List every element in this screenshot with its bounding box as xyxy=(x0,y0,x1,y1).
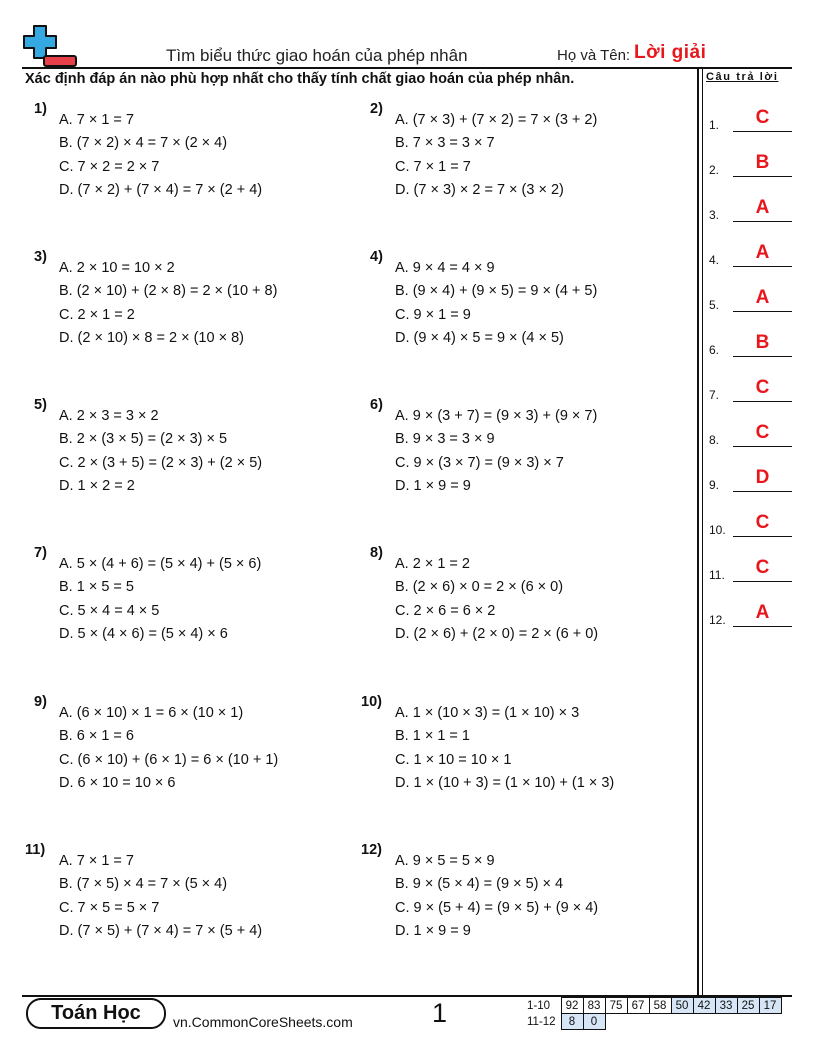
score-range-label: 1-10 xyxy=(527,999,551,1012)
choice-b: B. 1 × 1 = 1 xyxy=(395,728,470,745)
problem-number: 1) xyxy=(34,101,47,117)
choice-list xyxy=(395,257,597,350)
answer-number: 6. xyxy=(709,343,720,357)
score-cell: 50 xyxy=(671,998,693,1014)
answer-row xyxy=(709,149,793,177)
answer-value: C xyxy=(755,512,770,533)
worksheet-title: Tìm biểu thức giao hoán của phép nhân xyxy=(166,46,468,65)
answer-number: 11. xyxy=(709,568,725,582)
column-divider-inner xyxy=(702,68,703,996)
problem-number: 4) xyxy=(370,249,383,265)
site-url[interactable]: vn.CommonCoreSheets.com xyxy=(173,1014,353,1030)
choice-list xyxy=(395,850,598,943)
answer-number: 7. xyxy=(709,388,720,402)
problem-number: 10) xyxy=(361,694,382,710)
choice-a: A. 9 × (3 + 7) = (9 × 3) + (9 × 7) xyxy=(395,408,598,424)
choice-list xyxy=(59,850,262,943)
problem-number: 7) xyxy=(34,545,47,561)
answer-blank-line xyxy=(733,356,792,357)
choice-c: C. (6 × 10) + (6 × 1) = 6 × (10 + 1) xyxy=(59,751,279,768)
score-range-label: 11-12 xyxy=(527,1015,556,1028)
score-cell: 67 xyxy=(627,998,649,1014)
score-row xyxy=(527,998,781,1014)
answer-number: 12. xyxy=(709,613,726,627)
answer-blank-line xyxy=(733,311,792,312)
choice-c: C. 2 × 6 = 6 × 2 xyxy=(395,602,496,619)
choice-c: C. 9 × (3 × 7) = (9 × 3) × 7 xyxy=(395,454,564,471)
choice-a: A. (6 × 10) × 1 = 6 × (10 × 1) xyxy=(59,705,244,721)
answer-number: 4. xyxy=(709,253,720,267)
answer-row xyxy=(709,509,793,537)
choice-d: D. 1 × 9 = 9 xyxy=(395,477,471,494)
choice-b: B. 1 × 5 = 5 xyxy=(59,579,134,596)
answer-row xyxy=(709,284,793,312)
answer-value: C xyxy=(755,422,770,443)
choice-c: C. 1 × 10 = 10 × 1 xyxy=(395,751,512,768)
choice-a: A. 7 × 1 = 7 xyxy=(59,853,134,869)
choice-c: C. 9 × (5 + 4) = (9 × 5) + (9 × 4) xyxy=(395,899,599,916)
choice-list xyxy=(59,702,278,795)
choice-b: B. (2 × 6) × 0 = 2 × (6 × 0) xyxy=(395,579,564,596)
answer-value: A xyxy=(755,197,770,218)
score-cell: 0 xyxy=(583,1014,605,1030)
choice-a: A. 2 × 10 = 10 × 2 xyxy=(59,260,175,276)
answer-row xyxy=(709,554,793,582)
choice-a: A. 5 × (4 + 6) = (5 × 4) + (5 × 6) xyxy=(59,556,262,572)
answer-number: 9. xyxy=(709,478,720,492)
choice-a: A. 2 × 1 = 2 xyxy=(395,556,470,572)
answer-number: 1. xyxy=(709,118,720,132)
score-table xyxy=(527,997,782,1030)
answer-blank-line xyxy=(733,626,792,627)
plus-minus-logo-icon xyxy=(22,24,78,68)
choice-list xyxy=(395,702,614,795)
choice-a: A. 9 × 5 = 5 × 9 xyxy=(395,853,495,869)
answer-value: D xyxy=(755,467,770,488)
choice-b: B. 7 × 3 = 3 × 7 xyxy=(395,135,495,152)
name-value: Lời giải xyxy=(634,42,707,63)
score-cell: 75 xyxy=(605,998,627,1014)
choice-d: D. 6 × 10 = 10 × 6 xyxy=(59,774,176,791)
choice-c: C. 7 × 5 = 5 × 7 xyxy=(59,899,160,916)
instructions: Xác định đáp án nào phù hợp nhất cho thấy tính chất giao hoán của phép nhân. xyxy=(25,71,575,87)
name-label: Họ và Tên: xyxy=(557,47,631,64)
choice-b: B. (2 × 10) + (2 × 8) = 2 × (10 + 8) xyxy=(59,283,278,300)
choice-list xyxy=(395,109,597,202)
problem-number: 6) xyxy=(370,397,383,413)
answer-blank-line xyxy=(733,131,792,132)
answer-blank-line xyxy=(733,446,792,447)
page-number: 1 xyxy=(432,998,448,1028)
answer-blank-line xyxy=(733,221,792,222)
answer-number: 2. xyxy=(709,163,720,177)
choice-d: D. (9 × 4) × 5 = 9 × (4 × 5) xyxy=(395,329,564,346)
choice-b: B. (9 × 4) + (9 × 5) = 9 × (4 + 5) xyxy=(395,283,598,300)
choice-c: C. 7 × 2 = 2 × 7 xyxy=(59,158,160,175)
answer-blank-line xyxy=(733,176,792,177)
problem-number: 11) xyxy=(25,842,46,858)
header-divider xyxy=(22,67,792,69)
choice-d: D. 1 × (10 + 3) = (1 × 10) + (1 × 3) xyxy=(395,774,615,791)
answer-value: B xyxy=(755,152,770,173)
answer-row xyxy=(709,329,793,357)
choice-b: B. (7 × 5) × 4 = 7 × (5 × 4) xyxy=(59,876,228,893)
answer-blank-line xyxy=(733,491,792,492)
choice-list xyxy=(59,109,262,202)
choice-a: A. 1 × (10 × 3) = (1 × 10) × 3 xyxy=(395,705,580,721)
answer-blank-line xyxy=(733,581,792,582)
choice-b: B. 6 × 1 = 6 xyxy=(59,728,134,745)
score-cell: 17 xyxy=(759,998,781,1014)
score-cell: 58 xyxy=(649,998,671,1014)
answer-number: 5. xyxy=(709,298,720,312)
answer-row xyxy=(709,239,793,267)
answer-number: 3. xyxy=(709,208,720,222)
choice-c: C. 9 × 1 = 9 xyxy=(395,306,471,323)
answer-blank-line xyxy=(733,266,792,267)
choice-a: A. 9 × 4 = 4 × 9 xyxy=(395,260,495,276)
score-cell: 8 xyxy=(561,1014,583,1030)
problem-number: 5) xyxy=(34,397,47,413)
choice-d: D. 1 × 2 = 2 xyxy=(59,477,135,494)
answer-blank-line xyxy=(733,536,792,537)
choice-d: D. (7 × 3) × 2 = 7 × (3 × 2) xyxy=(395,181,564,198)
score-cell: 33 xyxy=(715,998,737,1014)
choice-a: A. 2 × 3 = 3 × 2 xyxy=(59,408,159,424)
choice-b: B. 9 × (5 × 4) = (9 × 5) × 4 xyxy=(395,876,564,893)
answer-row xyxy=(709,419,793,447)
answer-row xyxy=(709,599,793,627)
answer-value: A xyxy=(755,287,770,308)
choice-d: D. 1 × 9 = 9 xyxy=(395,922,471,939)
choice-b: B. (7 × 2) × 4 = 7 × (2 × 4) xyxy=(59,135,228,152)
choice-d: D. (2 × 10) × 8 = 2 × (10 × 8) xyxy=(59,329,244,346)
problem-number: 2) xyxy=(370,101,383,117)
score-cell: 25 xyxy=(737,998,759,1014)
answer-row xyxy=(709,104,793,132)
problem-number: 3) xyxy=(34,249,47,265)
answer-number: 10. xyxy=(709,523,726,537)
choice-b: B. 2 × (3 × 5) = (2 × 3) × 5 xyxy=(59,431,228,448)
problem-number: 9) xyxy=(34,694,47,710)
choice-a: A. 7 × 1 = 7 xyxy=(59,112,134,128)
score-cell: 92 xyxy=(561,998,583,1014)
choice-d: D. 5 × (4 × 6) = (5 × 4) × 6 xyxy=(59,625,228,642)
choice-list xyxy=(59,553,261,646)
answer-value: B xyxy=(755,332,770,353)
choice-c: C. 2 × 1 = 2 xyxy=(59,306,135,323)
answer-blank-line xyxy=(733,401,792,402)
choice-list xyxy=(395,405,597,498)
choice-list xyxy=(59,405,262,498)
answer-key-header: Câu trả lời xyxy=(706,71,779,83)
choice-c: C. 5 × 4 = 4 × 5 xyxy=(59,602,160,619)
choice-a: A. (7 × 3) + (7 × 2) = 7 × (3 + 2) xyxy=(395,112,598,128)
answer-value: C xyxy=(755,377,770,398)
problem-number: 8) xyxy=(370,545,383,561)
answer-row xyxy=(709,464,793,492)
answer-row xyxy=(709,374,793,402)
choice-d: D. (7 × 5) + (7 × 4) = 7 × (5 + 4) xyxy=(59,922,263,939)
answer-row xyxy=(709,194,793,222)
problem-number: 12) xyxy=(361,842,382,858)
choice-b: B. 9 × 3 = 3 × 9 xyxy=(395,431,495,448)
choice-d: D. (2 × 6) + (2 × 0) = 2 × (6 + 0) xyxy=(395,625,599,642)
answer-number: 8. xyxy=(709,433,720,447)
score-row xyxy=(527,1014,781,1030)
answer-value: C xyxy=(755,557,770,578)
column-divider xyxy=(697,68,699,996)
choice-list xyxy=(59,257,277,350)
choice-c: C. 7 × 1 = 7 xyxy=(395,158,471,175)
answer-value: A xyxy=(755,602,770,623)
score-cell: 83 xyxy=(583,998,605,1014)
brand-badge: Toán Học xyxy=(26,998,166,1029)
score-cell: 42 xyxy=(693,998,715,1014)
answer-value: C xyxy=(755,107,770,128)
choice-list xyxy=(395,553,598,646)
choice-c: C. 2 × (3 + 5) = (2 × 3) + (2 × 5) xyxy=(59,454,263,471)
choice-d: D. (7 × 2) + (7 × 4) = 7 × (2 + 4) xyxy=(59,181,263,198)
answer-value: A xyxy=(755,242,770,263)
